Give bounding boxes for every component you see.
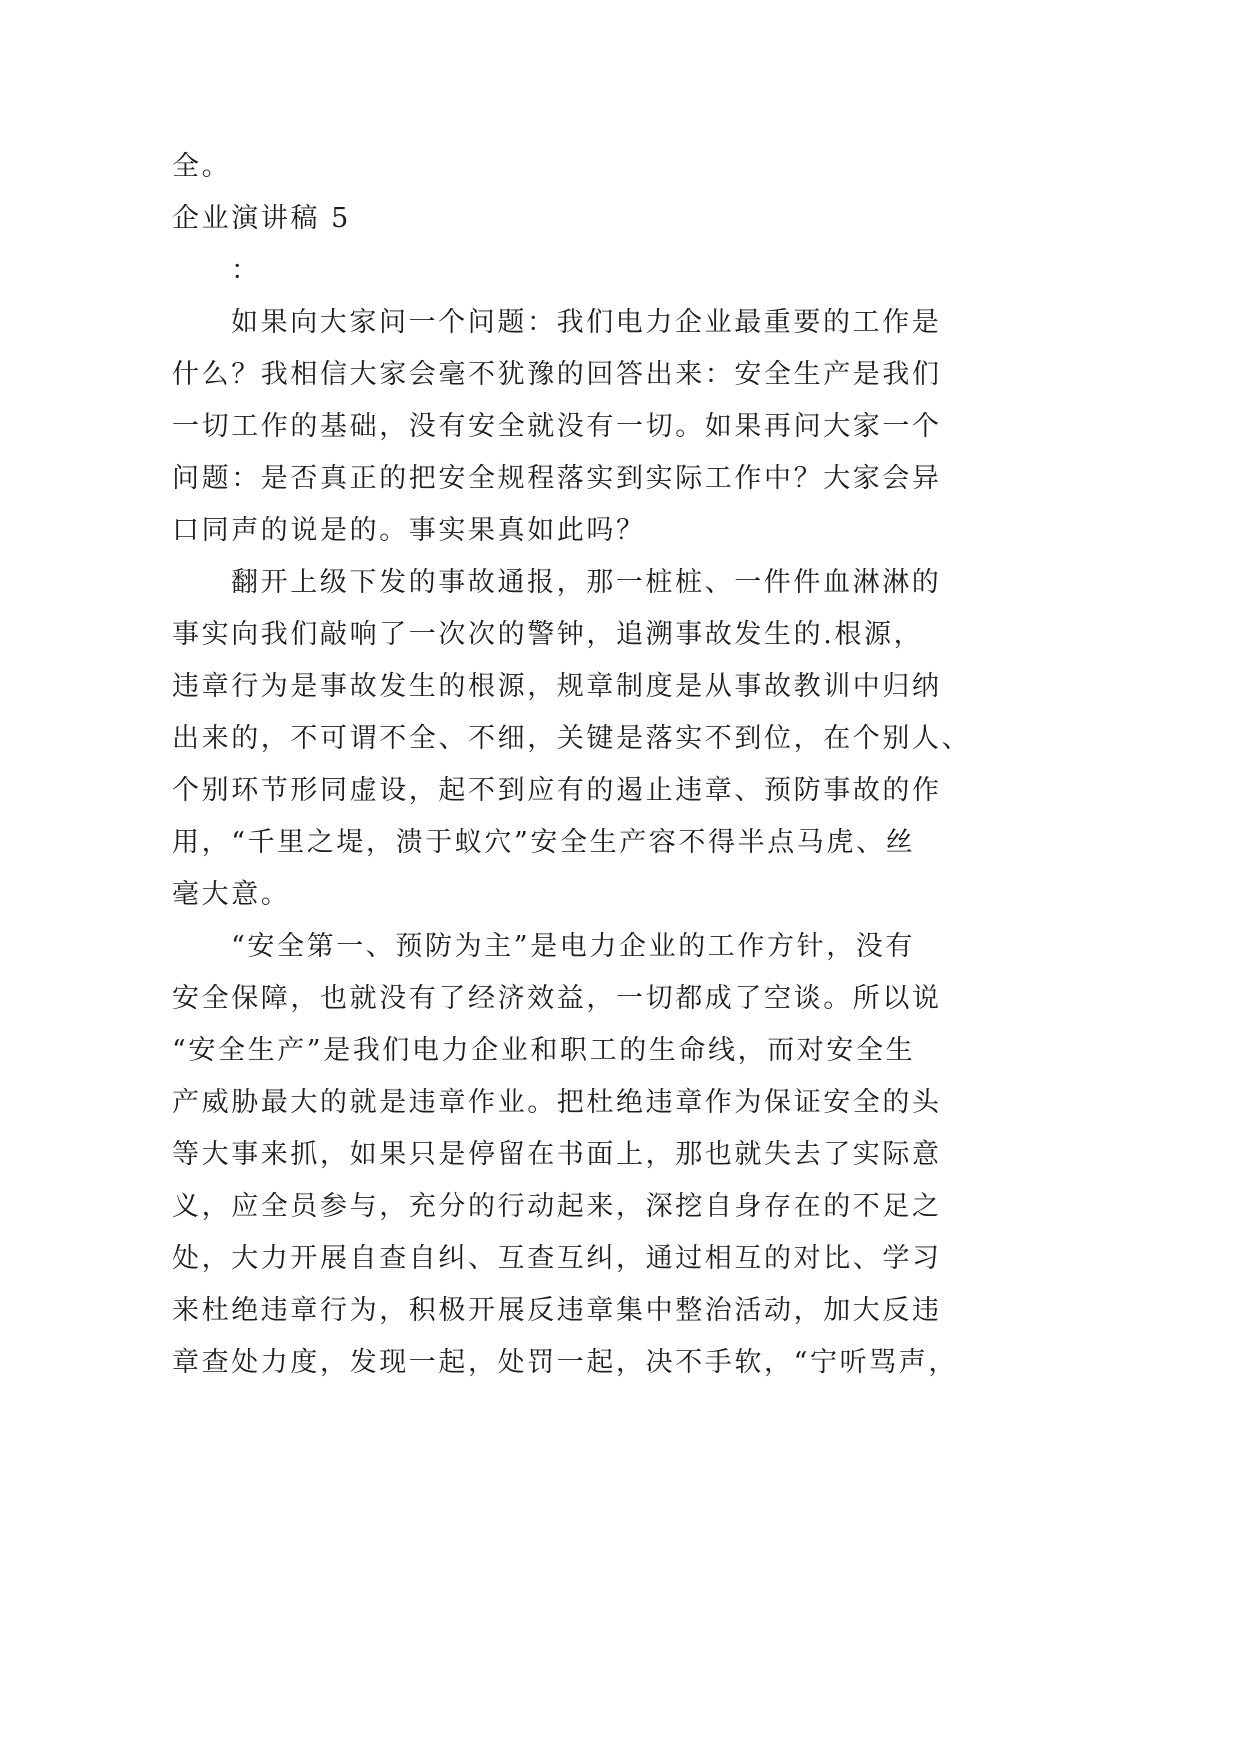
paragraph-2	[172, 557, 1032, 921]
text-line: 产威胁最大的就是违章作业。把杜绝违章作为保证安全的头	[172, 1087, 942, 1118]
text-line: 翻开上级下发的事故通报，那一桩桩、一件件血淋淋的	[231, 567, 942, 598]
text-line: 毫大意。	[172, 879, 291, 910]
section-heading: 企业演讲稿 5	[172, 203, 351, 234]
text-line: “安全生产”是我们电力企业和职工的生命线，而对安全生	[172, 1035, 916, 1066]
text-line: 如果向大家问一个问题：我们电力企业最重要的工作是	[231, 307, 942, 338]
text-line: 安全保障，也就没有了经济效益，一切都成了空谈。所以说	[172, 983, 942, 1014]
text-line: 章查处力度，发现一起，处罚一起，决不手软，“宁听骂声，	[172, 1347, 959, 1378]
paragraph-1	[172, 297, 1032, 557]
text-line: 违章行为是事故发生的根源，规章制度是从事故教训中归纳	[172, 671, 942, 702]
text-line: 出来的，不可谓不全、不细，关键是落实不到位，在个别人、	[172, 723, 972, 754]
text-line: 处，大力开展自查自纠、互查互纠，通过相互的对比、学习	[172, 1243, 942, 1274]
text-line: 等大事来抓，如果只是停留在书面上，那也就失去了实际意	[172, 1139, 942, 1170]
text-line: 问题：是否真正的把安全规程落实到实际工作中？大家会异	[172, 463, 942, 494]
salutation: ：	[231, 255, 261, 286]
text-line: “安全第一、预防为主”是电力企业的工作方针，没有	[231, 931, 916, 962]
text-line: 一切工作的基础，没有安全就没有一切。如果再问大家一个	[172, 411, 942, 442]
text-line: 什么？我相信大家会毫不犹豫的回答出来：安全生产是我们	[172, 359, 942, 390]
document-body	[172, 141, 1032, 1389]
paragraph-3	[172, 921, 1032, 1389]
text-line: 用，“千里之堤，溃于蚁穴”安全生产容不得半点马虎、丝	[172, 827, 916, 858]
text-line: 口同声的说是的。事实果真如此吗？	[172, 515, 646, 546]
text-line: 义，应全员参与，充分的行动起来，深挖自身存在的不足之	[172, 1191, 942, 1222]
text-line: 来杜绝违章行为，积极开展反违章集中整治活动，加大反违	[172, 1295, 942, 1326]
text-line: 个别环节形同虚设，起不到应有的遏止违章、预防事故的作	[172, 775, 942, 806]
text-line: 事实向我们敲响了一次次的警钟，追溯事故发生的.根源，	[172, 619, 924, 650]
continued-text-fragment: 全。	[172, 151, 232, 182]
